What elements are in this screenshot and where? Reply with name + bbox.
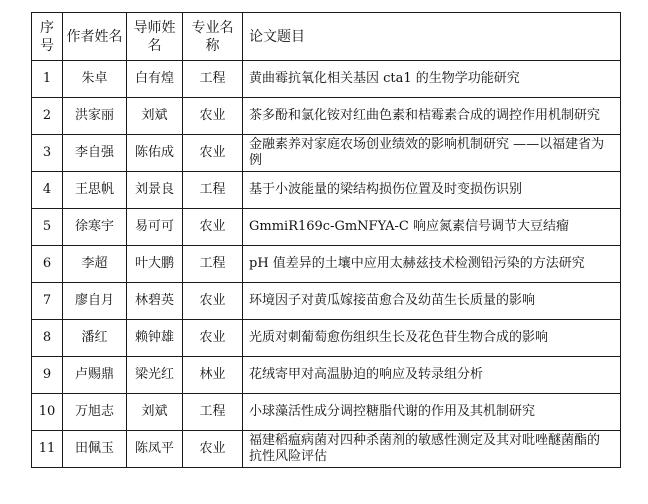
cell-no: 1 <box>32 61 63 98</box>
table-row <box>32 61 621 98</box>
cell-no: 6 <box>32 246 63 283</box>
cell-major: 农业 <box>183 431 243 468</box>
cell-no: 5 <box>32 209 63 246</box>
cell-title: 花绒寄甲对高温胁迫的响应及转录组分析 <box>243 357 621 394</box>
cell-advisor: 陈佑成 <box>127 135 183 172</box>
cell-author: 李自强 <box>63 135 127 172</box>
cell-author: 田佩玉 <box>63 431 127 468</box>
cell-major: 农业 <box>183 209 243 246</box>
cell-no: 9 <box>32 357 63 394</box>
table-row <box>32 394 621 431</box>
cell-advisor: 叶大鹏 <box>127 246 183 283</box>
table-body <box>32 61 621 468</box>
cell-author: 潘红 <box>63 320 127 357</box>
cell-advisor: 陈凤平 <box>127 431 183 468</box>
cell-advisor: 白有煌 <box>127 61 183 98</box>
table-row <box>32 283 621 320</box>
cell-no: 8 <box>32 320 63 357</box>
cell-major: 工程 <box>183 61 243 98</box>
thesis-table <box>31 12 621 468</box>
cell-major: 林业 <box>183 357 243 394</box>
cell-title: GmmiR169c-GmNFYA-C 响应氮素信号调节大豆结瘤 <box>243 209 621 246</box>
header-no: 序号 <box>32 13 63 61</box>
cell-major: 工程 <box>183 172 243 209</box>
header-major: 专业名称 <box>183 13 243 61</box>
table-row <box>32 209 621 246</box>
table-row <box>32 246 621 283</box>
table-row <box>32 320 621 357</box>
cell-advisor: 林碧英 <box>127 283 183 320</box>
cell-major: 工程 <box>183 246 243 283</box>
cell-advisor: 刘斌 <box>127 394 183 431</box>
cell-advisor: 梁光红 <box>127 357 183 394</box>
cell-no: 11 <box>32 431 63 468</box>
cell-advisor: 易可可 <box>127 209 183 246</box>
cell-advisor: 刘景良 <box>127 172 183 209</box>
cell-no: 3 <box>32 135 63 172</box>
header-author: 作者姓名 <box>63 13 127 61</box>
cell-advisor: 刘斌 <box>127 98 183 135</box>
header-row <box>32 13 621 61</box>
table-row <box>32 431 621 468</box>
cell-title: 基于小波能量的梁结构损伤位置及时变损伤识别 <box>243 172 621 209</box>
cell-major: 农业 <box>183 135 243 172</box>
cell-title: 金融素养对家庭农场创业绩效的影响机制研究 ——以福建省为例 <box>243 135 621 172</box>
cell-advisor: 赖钟雄 <box>127 320 183 357</box>
table-row <box>32 172 621 209</box>
cell-author: 王思帆 <box>63 172 127 209</box>
cell-author: 朱卓 <box>63 61 127 98</box>
cell-author: 李超 <box>63 246 127 283</box>
cell-major: 农业 <box>183 283 243 320</box>
cell-major: 农业 <box>183 320 243 357</box>
cell-major: 工程 <box>183 394 243 431</box>
cell-title: 茶多酚和氯化铵对红曲色素和桔霉素合成的调控作用机制研究 <box>243 98 621 135</box>
cell-no: 4 <box>32 172 63 209</box>
cell-title: 黄曲霉抗氧化相关基因 cta1 的生物学功能研究 <box>243 61 621 98</box>
cell-title: 光质对刺葡萄愈伤组织生长及花色苷生物合成的影响 <box>243 320 621 357</box>
cell-title: pH 值差异的土壤中应用太赫兹技术检测铅污染的方法研究 <box>243 246 621 283</box>
table-row <box>32 135 621 172</box>
header-title: 论文题目 <box>243 13 621 61</box>
cell-author: 卢赐鼎 <box>63 357 127 394</box>
cell-author: 洪家丽 <box>63 98 127 135</box>
cell-title: 小球藻活性成分调控糖脂代谢的作用及其机制研究 <box>243 394 621 431</box>
cell-author: 万旭志 <box>63 394 127 431</box>
header-advisor: 导师姓名 <box>127 13 183 61</box>
table-header <box>32 13 621 61</box>
cell-title: 福建稻瘟病菌对四种杀菌剂的敏感性测定及其对吡唑醚菌酯的抗性风险评估 <box>243 431 621 468</box>
cell-no: 10 <box>32 394 63 431</box>
cell-no: 2 <box>32 98 63 135</box>
cell-title: 环境因子对黄瓜嫁接苗愈合及幼苗生长质量的影响 <box>243 283 621 320</box>
cell-no: 7 <box>32 283 63 320</box>
cell-author: 廖自月 <box>63 283 127 320</box>
table-row <box>32 357 621 394</box>
cell-author: 徐寒宇 <box>63 209 127 246</box>
cell-major: 农业 <box>183 98 243 135</box>
table-row <box>32 98 621 135</box>
